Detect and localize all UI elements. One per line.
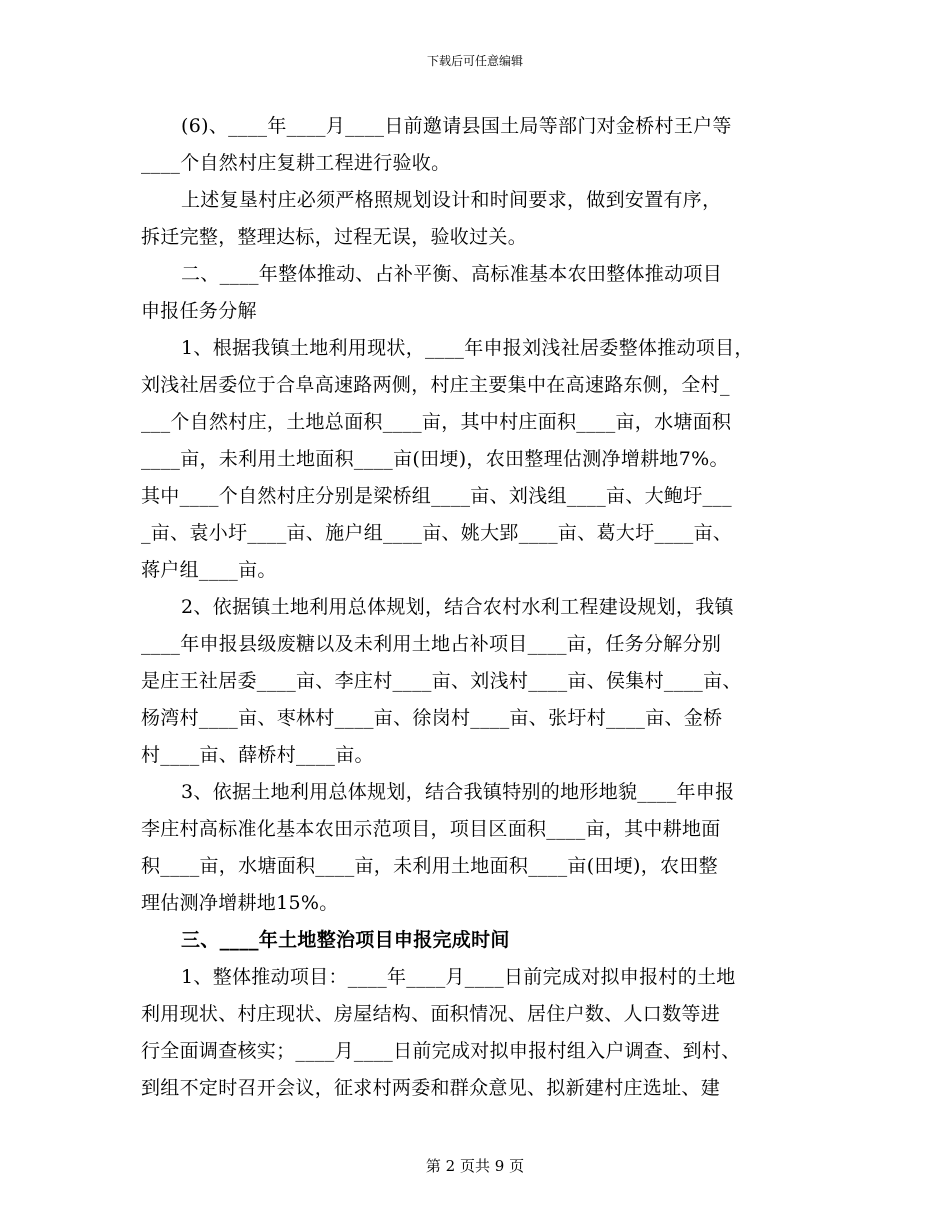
paragraph-line: 1、整体推动项目：____年____月____日前完成对拟申报村的土地 <box>181 966 736 988</box>
paragraph-line: (6)、____年____月____日前邀请县国土局等部门对金桥村王户等 <box>181 115 732 137</box>
paragraph-line: 积____亩，水塘面积____亩，未利用土地面积____亩(田埂)，农田整 <box>141 855 718 877</box>
paragraph-line: 利用现状、村庄现状、房屋结构、面积情况、居住户数、人口数等进 <box>141 1003 721 1025</box>
section-heading-line: 申报任务分解 <box>141 300 257 322</box>
paragraph-line: ____个自然村庄复耕工程进行验收。 <box>141 152 451 174</box>
paragraph-line: 到组不定时召开会议，征求村两委和群众意见、拟新建村庄选址、建 <box>141 1077 721 1099</box>
paragraph-line: 理估测净增耕地15%。 <box>141 892 339 914</box>
paragraph-line: 刘浅社居委位于合阜高速路两侧，村庄主要集中在高速路东侧，全村_ <box>141 374 730 396</box>
section-heading-line: 二、____年整体推动、占补平衡、高标准基本农田整体推动项目 <box>181 263 723 285</box>
paragraph-line: 1、根据我镇土地利用现状，____年申报刘浅社居委整体推动项目， <box>181 337 754 359</box>
paragraph-line: 行全面调查核实；____月____日前完成对拟申报村组入户调查、到村、 <box>141 1040 741 1062</box>
paragraph-line: _亩、袁小圩____亩、施户组____亩、姚大郢____亩、葛大圩____亩、 <box>141 522 733 544</box>
paragraph-line: 是庄王社居委____亩、李庄村____亩、刘浅村____亩、侯集村____亩、 <box>141 670 742 692</box>
paragraph-line: ___个自然村庄，土地总面积____亩，其中村庄面积____亩，水塘面积 <box>141 411 732 433</box>
document-body <box>141 108 801 1107</box>
paragraph-line: ____年申报县级废糖以及未利用土地占补项目____亩，任务分解分别 <box>141 633 722 655</box>
paragraph-line: 蒋户组____亩。 <box>141 559 277 581</box>
paragraph-line: 其中____个自然村庄分别是梁桥组____亩、刘浅组____亩、大鲍圩___ <box>141 485 732 507</box>
paragraph-line: 上述复垦村庄必须严格照规划设计和时间要求，做到安置有序， <box>181 189 722 211</box>
paragraph-line: 李庄村高标准化基本农田示范项目，项目区面积____亩，其中耕地面 <box>141 818 721 840</box>
paragraph-line: 杨湾村____亩、枣林村____亩、徐岗村____亩、张圩村____亩、金桥 <box>141 707 723 729</box>
paragraph-line: 拆迁完整，整理达标，过程无误，验收过关。 <box>141 226 528 248</box>
paragraph-line: ____亩，未利用土地面积____亩(田埂)，农田整理估测净增耕地7%。 <box>141 448 729 470</box>
page-header: 下载后可任意编辑 <box>426 54 523 68</box>
paragraph-line: 村____亩、薛桥村____亩。 <box>141 744 374 766</box>
paragraph-line: 3、依据土地利用总体规划，结合我镇特别的地形地貌____年申报 <box>181 781 735 803</box>
page-footer: 第 2 页共 9 页 <box>425 1157 525 1175</box>
paragraph-line: 2、依据镇土地利用总体规划，结合农村水利工程建设规划，我镇 <box>181 596 734 618</box>
section-heading-line: 三、____年土地整治项目申报完成时间 <box>181 929 510 951</box>
